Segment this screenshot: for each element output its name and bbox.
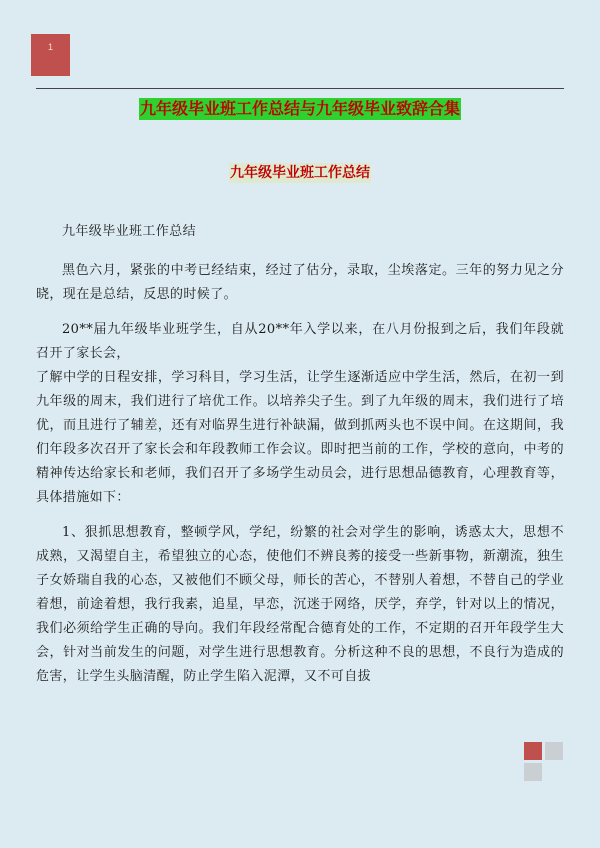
section-heading-text: 九年级毕业班工作总结: [230, 165, 370, 181]
body-paragraph-1: 九年级毕业班工作总结: [62, 224, 197, 239]
section-heading: [0, 162, 600, 183]
corner-decoration-tile: [524, 742, 542, 760]
body-paragraph-2: 黑色六月，紧张的中考已经结束，经过了估分，录取，尘埃落定。三年的努力见之分晓，现在是总结，反思的时候了。: [36, 263, 564, 302]
body-paragraph-3: 20**届九年级毕业班学生，自从20**年入学以来，在八月份报到之后，我们年段就召开了家长会，: [36, 322, 564, 361]
header-divider: [36, 88, 564, 89]
document-body: [36, 220, 564, 689]
body-paragraph-5: 1、狠抓思想教育，整顿学风，学纪，纷繁的社会对学生的影响，诱惑太大，思想不成熟，又渴望自主，希望独立的心态，使他们不辨良莠的接受一些新事物，新潮流，独生子女娇瑞自我的心态，又被他们不顾父母，师长的苦心，不替别人着想，不替自己的学业着想，前途着想，我行我素，追星，早恋，沉迷于网络，厌学，弃学，针对以上的情况，我们必须给学生正确的导向。我们年段经常配合德育处的工作，不定期的召开年段学生大会，针对当前发生的问题，对学生进行思想教育。分析这种不良的思想，不良行为造成的危害，让学生头脑清醒，防止学生陷入泥潭，又不可自拔: [36, 525, 564, 684]
page-number: 1: [47, 42, 53, 52]
body-paragraph-4: 了解中学的日程安排，学习科目，学习生活，让学生逐渐适应中学生活，然后，在初一到九年级的周末，我们进行了培优工作。以培养尖子生。到了九年级的周末，我们进行了培优，而且进行了辅差，还有对临界生进行补缺漏，做到抓两头也不误中间。在这期间，我们年段多次召开了家长会和年段教师工作会议。即时把当前的工作，学校的意向，中考的精神传达给家长和老师，我们召开了多场学生动员会，进行思想品德教育，心理教育等，具体措施如下：: [36, 370, 564, 505]
corner-decoration-tile: [545, 742, 563, 760]
document-title: [0, 98, 600, 120]
corner-decoration-tile: [524, 763, 542, 781]
document-title-text: 九年级毕业班工作总结与九年级毕业致辞合集: [139, 99, 460, 118]
page-number-badge: [31, 34, 70, 76]
